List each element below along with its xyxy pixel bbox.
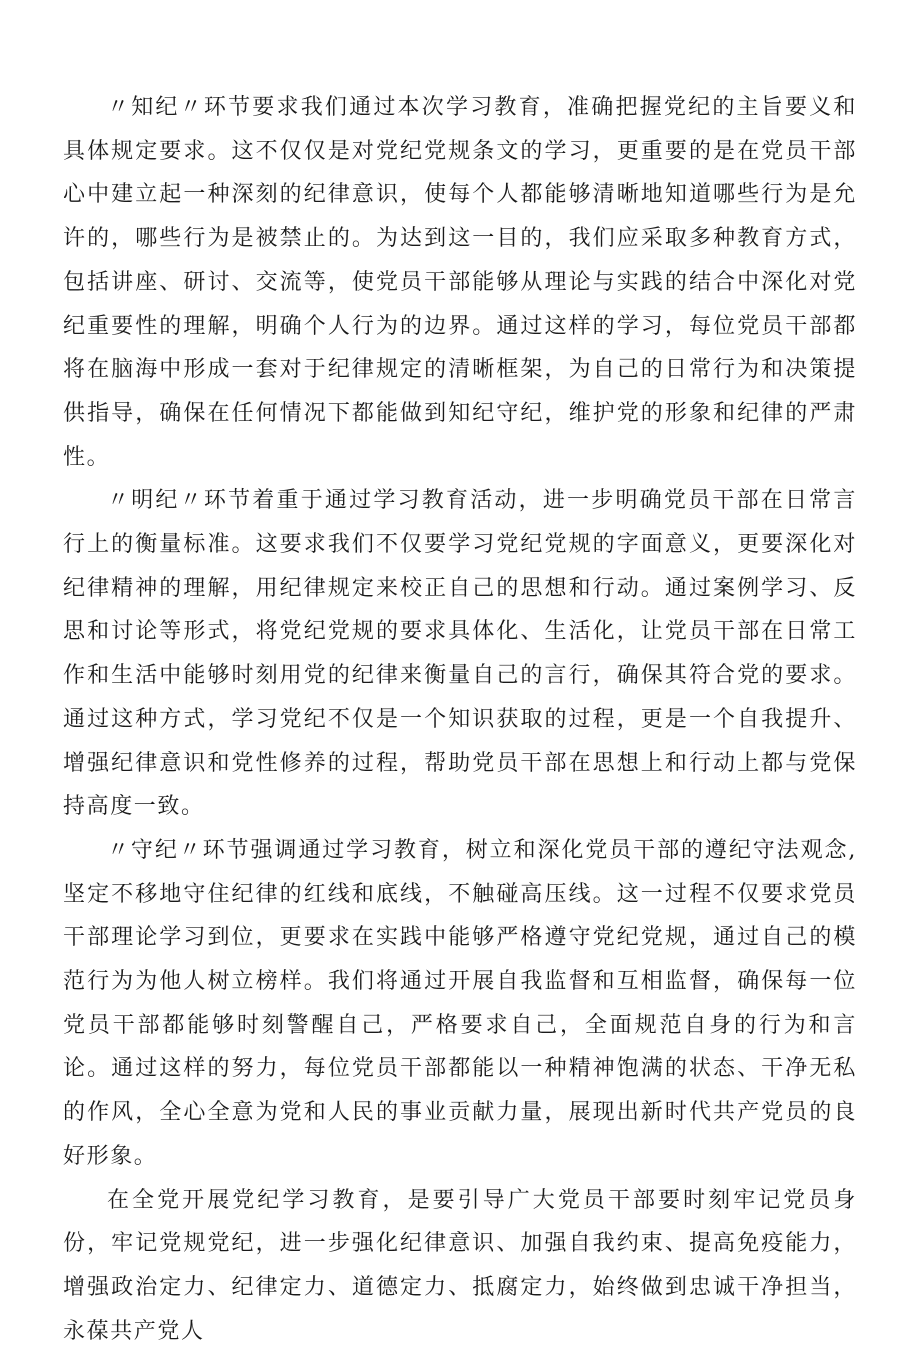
document-body — [63, 86, 857, 1353]
paragraph-zhiji: 〃知纪〃环节要求我们通过本次学习教育，准确把握党纪的主旨要义和具体规定要求。这不仅仅是对党纪党规条文的学习，更重要的是在党员干部心中建立起一种深刻的纪律意识，使每个人都能够清晰地知道哪些行为是允许的，哪些行为是被禁止的。为达到这一目的，我们应采取多种教育方式，包括讲座、研讨、交流等，使党员干部能够从理论与实践的结合中深化对党纪重要性的理解，明确个人行为的边界。通过这样的学习，每位党员干部都将在脑海中形成一套对于纪律规定的清晰框架，为自己的日常行为和决策提供指导，确保在任何情况下都能做到知纪守纪，维护党的形象和纪律的严肃性。 — [63, 95, 857, 470]
paragraph-shouji: 〃守纪〃环节强调通过学习教育，树立和深化党员干部的遵纪守法观念,坚定不移地守住纪律的红线和底线，不触碰高压线。这一过程不仅要求党员干部理论学习到位，更要求在实践中能够严格遵守党纪党规，通过自己的模范行为为他人树立榜样。我们将通过开展自我监督和互相监督，确保每一位党员干部都能够时刻警醒自己，严格要求自己，全面规范自身的行为和言论。通过这样的努力，每位党员干部都能以一种精神饱满的状态、干净无私的作风，全心全意为党和人民的事业贡献力量，展现出新时代共产党员的良好形象。 — [63, 837, 857, 1169]
paragraph-quandang: 在全党开展党纪学习教育，是要引导广大党员干部要时刻牢记党员身份，牢记党规党纪，进一步强化纪律意识、加强自我约束、提高免疫能力，增强政治定力、纪律定力、道德定力、抵腐定力，始终做到忠诚干净担当，永葆共产党人 — [63, 1187, 857, 1344]
paragraph-mingji: 〃明纪〃环节着重于通过学习教育活动，进一步明确党员干部在日常言行上的衡量标准。这要求我们不仅要学习党纪党规的字面意义，更要深化对纪律精神的理解，用纪律规定来校正自己的思想和行动。通过案例学习、反思和讨论等形式，将党纪党规的要求具体化、生活化，让党员干部在日常工作和生活中能够时刻用党的纪律来衡量自己的言行，确保其符合党的要求。通过这种方式，学习党纪不仅是一个知识获取的过程，更是一个自我提升、增强纪律意识和党性修养的过程，帮助党员干部在思想上和行动上都与党保持高度一致。 — [63, 488, 857, 820]
